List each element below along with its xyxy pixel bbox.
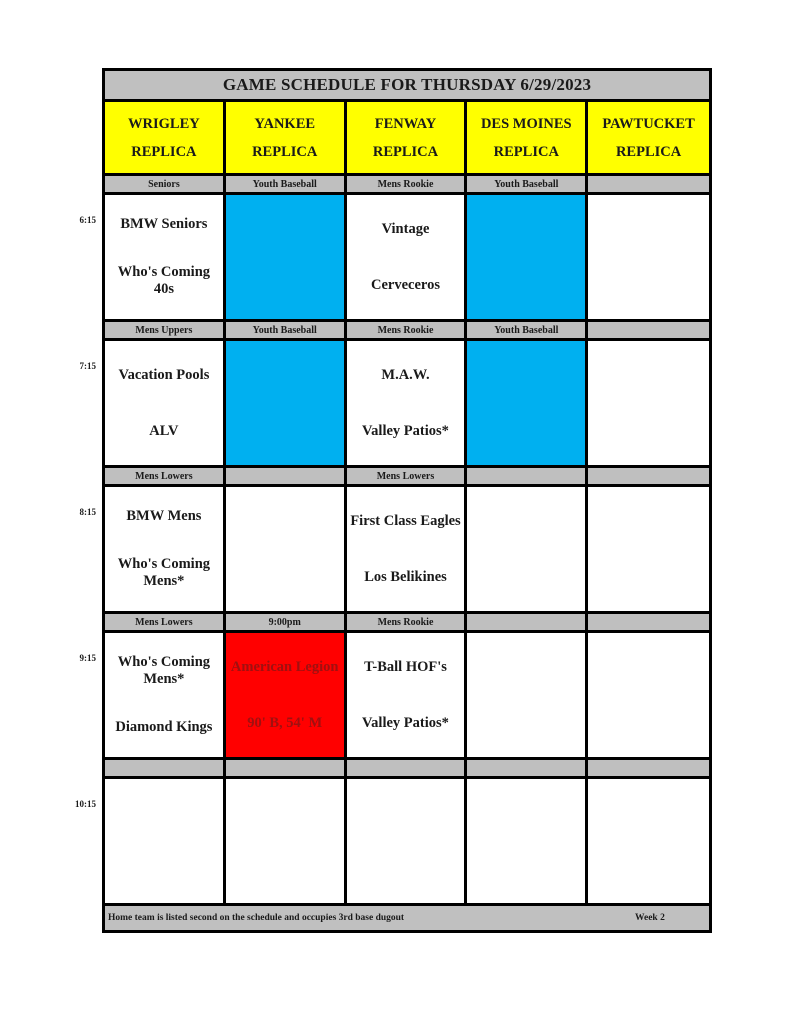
youth-block: [226, 341, 347, 468]
time-label: 7:15: [79, 361, 96, 371]
away-team: First Class Eagles: [350, 512, 461, 529]
game-cell: [105, 341, 226, 468]
league-label: Mens Lowers: [105, 468, 226, 487]
home-team: Valley Patios*: [362, 422, 449, 439]
league-label: [105, 760, 226, 779]
league-label: Mens Rookie: [347, 614, 468, 633]
field-yankee: [226, 102, 347, 176]
game-cell: [347, 633, 468, 760]
empty-game-cell: [105, 779, 226, 906]
empty-game-cell: [588, 633, 709, 760]
field-subtitle: REPLICA: [493, 143, 559, 160]
league-label: [226, 760, 347, 779]
league-label: Mens Rookie: [347, 176, 468, 195]
away-team: BMW Seniors: [120, 216, 208, 233]
empty-game-cell: [347, 779, 468, 906]
empty-game-cell: [226, 779, 347, 906]
field-header-row: [105, 102, 709, 176]
league-row: [105, 322, 709, 341]
home-team: Cerveceros: [371, 276, 440, 293]
field-pawtucket: [588, 102, 709, 176]
home-team: Who's Coming 40s: [117, 263, 211, 297]
league-label: [588, 322, 709, 341]
league-label: Mens Lowers: [105, 614, 226, 633]
league-label: [588, 176, 709, 195]
field-subtitle: REPLICA: [615, 143, 682, 160]
league-label: [467, 614, 588, 633]
away-team: Vacation Pools: [118, 366, 210, 383]
time-label: 10:15: [75, 799, 96, 809]
field-des-moines: [467, 102, 588, 176]
game-cell: [347, 487, 468, 614]
away-team: Who's Coming Mens*: [117, 654, 211, 688]
schedule-title: GAME SCHEDULE FOR THURSDAY 6/29/2023: [105, 71, 709, 102]
game-cell: [105, 487, 226, 614]
game-row: [105, 487, 709, 614]
league-label: [347, 760, 468, 779]
league-label: Seniors: [105, 176, 226, 195]
game-row: [105, 633, 709, 760]
game-cell: [347, 341, 468, 468]
league-label: Mens Lowers: [347, 468, 468, 487]
empty-game-cell: [467, 487, 588, 614]
time-label: 8:15: [79, 507, 96, 517]
league-row: [105, 468, 709, 487]
game-cell: [105, 195, 226, 322]
league-label: [588, 614, 709, 633]
field-name: FENWAY: [374, 115, 437, 132]
legion-game-cell: [226, 633, 347, 760]
time-label: 9:15: [79, 653, 96, 663]
league-label: Youth Baseball: [467, 322, 588, 341]
game-row: [105, 195, 709, 322]
empty-game-cell: [588, 195, 709, 322]
field-name: DES MOINES: [480, 115, 572, 132]
away-team: Vintage: [381, 220, 430, 237]
schedule-table: [102, 68, 712, 933]
league-label: Mens Uppers: [105, 322, 226, 341]
league-row: [105, 760, 709, 779]
home-team-note: Home team is listed second on the schedule and occupies 3rd base dugout: [108, 913, 405, 923]
empty-game-cell: [467, 779, 588, 906]
league-label: [588, 760, 709, 779]
game-row: [105, 779, 709, 906]
empty-game-cell: [588, 779, 709, 906]
league-label: 9:00pm: [226, 614, 347, 633]
field-subtitle: REPLICA: [372, 143, 439, 160]
away-team: M.A.W.: [381, 366, 430, 383]
schedule-footer: [105, 906, 709, 930]
youth-block: [467, 341, 588, 468]
empty-game-cell: [588, 487, 709, 614]
field-name: YANKEE: [254, 115, 316, 132]
home-team: ALV: [149, 422, 179, 439]
game-row: [105, 341, 709, 468]
league-row: [105, 176, 709, 195]
league-label: [467, 760, 588, 779]
field-name: PAWTUCKET: [602, 115, 695, 132]
home-team: Los Belikines: [364, 568, 447, 585]
league-label: Mens Rookie: [347, 322, 468, 341]
youth-block: [226, 195, 347, 322]
home-team: Valley Patios*: [362, 714, 449, 731]
league-label: Youth Baseball: [226, 322, 347, 341]
field-fenway: [347, 102, 468, 176]
league-row: [105, 614, 709, 633]
week-label: Week 2: [635, 913, 665, 923]
home-team: Diamond Kings: [115, 718, 213, 735]
youth-block: [467, 195, 588, 322]
empty-game-cell: [467, 633, 588, 760]
home-team: Who's Coming Mens*: [117, 555, 211, 589]
field-subtitle: REPLICA: [252, 143, 318, 160]
league-label: [467, 468, 588, 487]
league-label: [588, 468, 709, 487]
league-label: [226, 468, 347, 487]
field-name: WRIGLEY: [128, 115, 200, 132]
away-team: BMW Mens: [126, 508, 202, 525]
away-team: T-Ball HOF's: [364, 658, 447, 675]
league-label: Youth Baseball: [467, 176, 588, 195]
home-team: 90' B, 54' M: [247, 714, 323, 731]
empty-game-cell: [226, 487, 347, 614]
game-cell: [347, 195, 468, 322]
league-label: Youth Baseball: [226, 176, 347, 195]
time-label: 6:15: [79, 215, 96, 225]
field-wrigley: [105, 102, 226, 176]
empty-game-cell: [588, 341, 709, 468]
away-team: American Legion: [230, 658, 339, 675]
field-subtitle: REPLICA: [131, 143, 197, 160]
game-cell: [105, 633, 226, 760]
